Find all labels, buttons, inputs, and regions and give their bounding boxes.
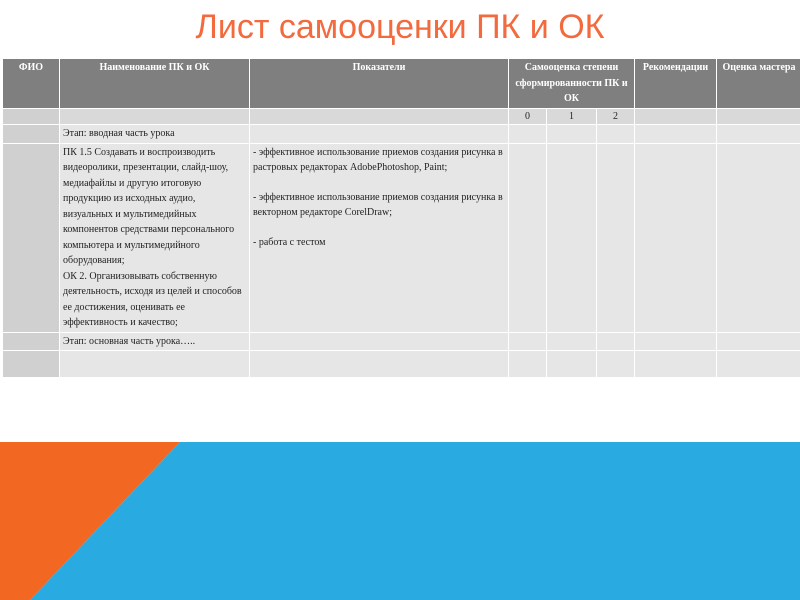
empty-cell bbox=[635, 351, 717, 378]
empty-cell bbox=[509, 351, 547, 378]
fio-cell bbox=[3, 332, 60, 351]
empty-cell bbox=[547, 125, 597, 144]
indicator-1: - эффективное использование приемов создания рисунка в растровых редакторах AdobePhotoshop, Paint; bbox=[253, 146, 503, 173]
empty-cell bbox=[717, 143, 800, 332]
header-recommendations: Рекомендации bbox=[635, 59, 717, 109]
empty-cell bbox=[717, 332, 800, 351]
header-row bbox=[3, 59, 800, 109]
scale-1: 1 bbox=[547, 108, 597, 125]
pk-text: ПК 1.5 Создавать и воспроизводить видеоролики, презентации, слайд-шоу, медиафайлы и другую итоговую продукцию из исходных аудио, визуальных и мультимедийных компонентов средствами персонального компьютера и мультимедийного оборудования; bbox=[63, 146, 235, 266]
scale-row bbox=[3, 108, 800, 125]
indicator-3: - работа с тестом bbox=[253, 236, 326, 248]
empty-cell bbox=[509, 143, 547, 332]
header-fio: ФИО bbox=[3, 59, 60, 109]
competency-row bbox=[3, 143, 800, 332]
ok-text: ОК 2. Организовывать собственную деятельность, исходя из целей и способов ее достижения, оценивать ее эффективность и качество; bbox=[63, 270, 242, 328]
indicator-2: - эффективное использование приемов создания рисунка в векторном редакторе CorelDraw; bbox=[253, 191, 503, 218]
fio-cell bbox=[3, 108, 60, 125]
empty-cell bbox=[635, 108, 717, 125]
header-indicators: Показатели bbox=[250, 59, 509, 109]
empty-cell bbox=[547, 332, 597, 351]
stage-main-row bbox=[3, 332, 800, 351]
empty-cell bbox=[60, 351, 250, 378]
stage-intro-label: Этап: вводная часть урока bbox=[60, 125, 250, 144]
empty-cell bbox=[717, 351, 800, 378]
empty-cell bbox=[60, 108, 250, 125]
indicators-cell bbox=[250, 143, 509, 332]
scale-0: 0 bbox=[509, 108, 547, 125]
header-self-assessment: Самооценка степени сформированности ПК и ОК bbox=[509, 59, 635, 109]
empty-cell bbox=[597, 143, 635, 332]
empty-cell bbox=[597, 351, 635, 378]
header-name: Наименование ПК и ОК bbox=[60, 59, 250, 109]
empty-cell bbox=[717, 108, 800, 125]
empty-cell bbox=[597, 125, 635, 144]
stage-main-label: Этап: основная часть урока….. bbox=[60, 332, 250, 351]
empty-cell bbox=[250, 125, 509, 144]
competency-cell bbox=[60, 143, 250, 332]
fio-cell bbox=[3, 143, 60, 332]
empty-cell bbox=[509, 125, 547, 144]
empty-row bbox=[3, 351, 800, 378]
empty-cell bbox=[547, 351, 597, 378]
fio-cell bbox=[3, 351, 60, 378]
header-master-grade: Оценка мастера bbox=[717, 59, 800, 109]
empty-cell bbox=[597, 332, 635, 351]
fio-cell bbox=[3, 125, 60, 144]
slide-title: Лист самооценки ПК и ОК bbox=[195, 8, 605, 46]
empty-cell bbox=[635, 143, 717, 332]
empty-cell bbox=[250, 332, 509, 351]
empty-cell bbox=[250, 351, 509, 378]
empty-cell bbox=[250, 108, 509, 125]
stage-intro-row bbox=[3, 125, 800, 144]
empty-cell bbox=[547, 143, 597, 332]
self-assessment-table bbox=[2, 58, 800, 378]
empty-cell bbox=[635, 332, 717, 351]
empty-cell bbox=[635, 125, 717, 144]
scale-2: 2 bbox=[597, 108, 635, 125]
empty-cell bbox=[509, 332, 547, 351]
empty-cell bbox=[717, 125, 800, 144]
